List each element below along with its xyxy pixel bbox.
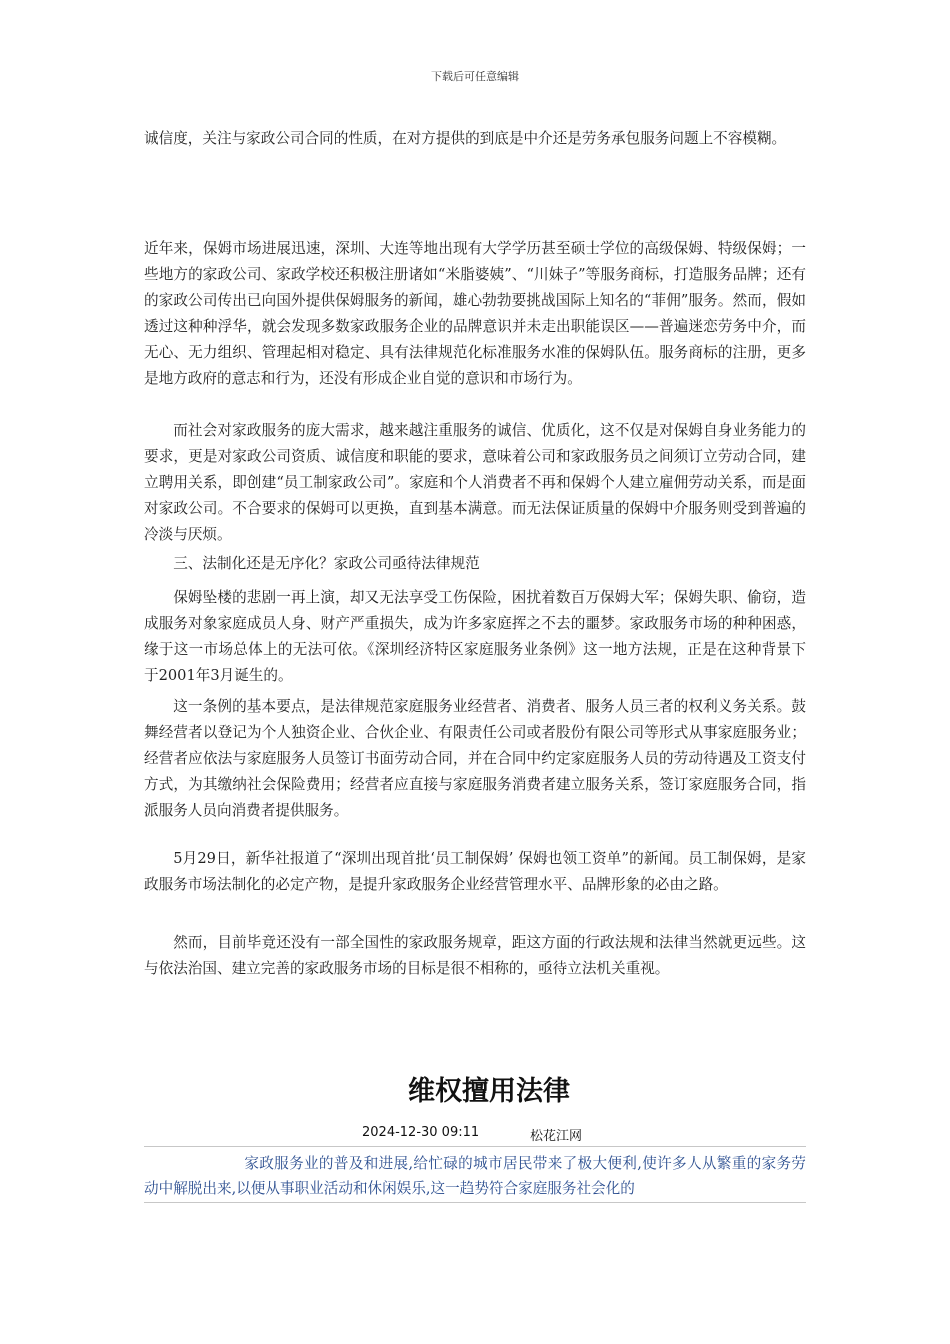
section-heading: 三、法制化还是无序化？家政公司亟待法律规范 xyxy=(173,555,480,572)
article-meta xyxy=(0,1125,950,1145)
paragraph-6: 这一条例的基本要点，是法律规范家庭服务业经营者、消费者、服务人员三者的权利义务关系。鼓舞经营者以登记为个人独资企业、合伙企业、有限责任公司或者股份有限公司等形式从事家庭服务业；经营者应依法与家庭服务人员签订书面劳动合同，并在合同中约定家庭服务人员的劳动待遇及工资支付方式，为其缴纳社会保险费用；经营者应直接与家庭服务消费者建立服务关系，签订家庭服务合同，指派服务人员向消费者提供服务。 xyxy=(144,698,806,819)
divider-bottom xyxy=(144,1202,806,1203)
article-title: 维权擅用法律 xyxy=(408,1076,570,1107)
paragraph-3: 而社会对家政服务的庞大需求，越来越注重服务的诚信、优质化，这不仅是对保姆自身业务能力的要求，更是对家政公司资质、诚信度和职能的要求，意味着公司和家政服务员之间须订立劳动合同，建立聘用关系，即创建“员工制家政公司”。家庭和个人消费者不再和保姆个人建立雇佣劳动关系，而是面对家政公司。不合要求的保姆可以更换，直到基本满意。而无法保证质量的保姆中介服务则受到普遍的冷淡与厌烦。 xyxy=(144,422,806,543)
divider-top xyxy=(144,1146,806,1147)
article-source: 松花江网 xyxy=(530,1129,583,1144)
paragraph-8: 然而，目前毕竟还没有一部全国性的家政服务规章，距这方面的行政法规和法律当然就更远些。这与依法治国、建立完善的家政服务市场的目标是很不相称的，亟待立法机关重视。 xyxy=(144,934,806,977)
paragraph-5: 保姆坠楼的悲剧一再上演，却又无法享受工伤保险，困扰着数百万保姆大军；保姆失职、偷窃，造成服务对象家庭成员人身、财产严重损失，成为许多家庭挥之不去的噩梦。家政服务市场的种种困惑，缘于这一市场总体上的无法可依。《深圳经济特区家庭服务业条例》这一地方法规，正是在这种背景下于2001年3月诞生的。 xyxy=(144,589,806,684)
article-date: 2024-12-30 09:11 xyxy=(362,1125,480,1140)
paragraph-7: 5月29日，新华社报道了“深圳出现首批‘员工制保姆’ 保姆也领工资单”的新闻。员工制保姆，是家政服务市场法制化的必定产物，是提升家政服务企业经营管理水平、品牌形象的必由之路。 xyxy=(144,850,806,893)
paragraph-2: 近年来，保姆市场进展迅速，深圳、大连等地出现有大学学历甚至硕士学位的高级保姆、特级保姆；一些地方的家政公司、家政学校还积极注册诸如“米脂婆姨”、“川妹子”等服务商标，打造服务品牌；还有的家政公司传出已向国外提供保姆服务的新闻，雄心勃勃要挑战国际上知名的“菲佣”服务。然而，假如透过这种种浮华，就会发现多数家政服务企业的品牌意识并未走出职能误区——普遍迷恋劳务中介，而无心、无力组织、管理起相对稳定、具有法律规范化标准服务水准的保姆队伍。服务商标的注册，更多是地方政府的意志和行为，还没有形成企业自觉的意识和市场行为。 xyxy=(144,240,806,387)
paragraph-1: 诚信度，关注与家政公司合同的性质，在对方提供的到底是中介还是劳务承包服务问题上不容模糊。 xyxy=(144,130,787,147)
article-lead xyxy=(144,1151,806,1201)
article-lead-text: 家政服务业的普及和进展,给忙碌的城市居民带来了极大便利,使许多人从繁重的家务劳动中解脱出来,以便从事职业活动和休闲娱乐,这一趋势符合家庭服务社会化的 xyxy=(144,1155,806,1197)
header-note: 下载后可任意编辑 xyxy=(431,70,519,83)
